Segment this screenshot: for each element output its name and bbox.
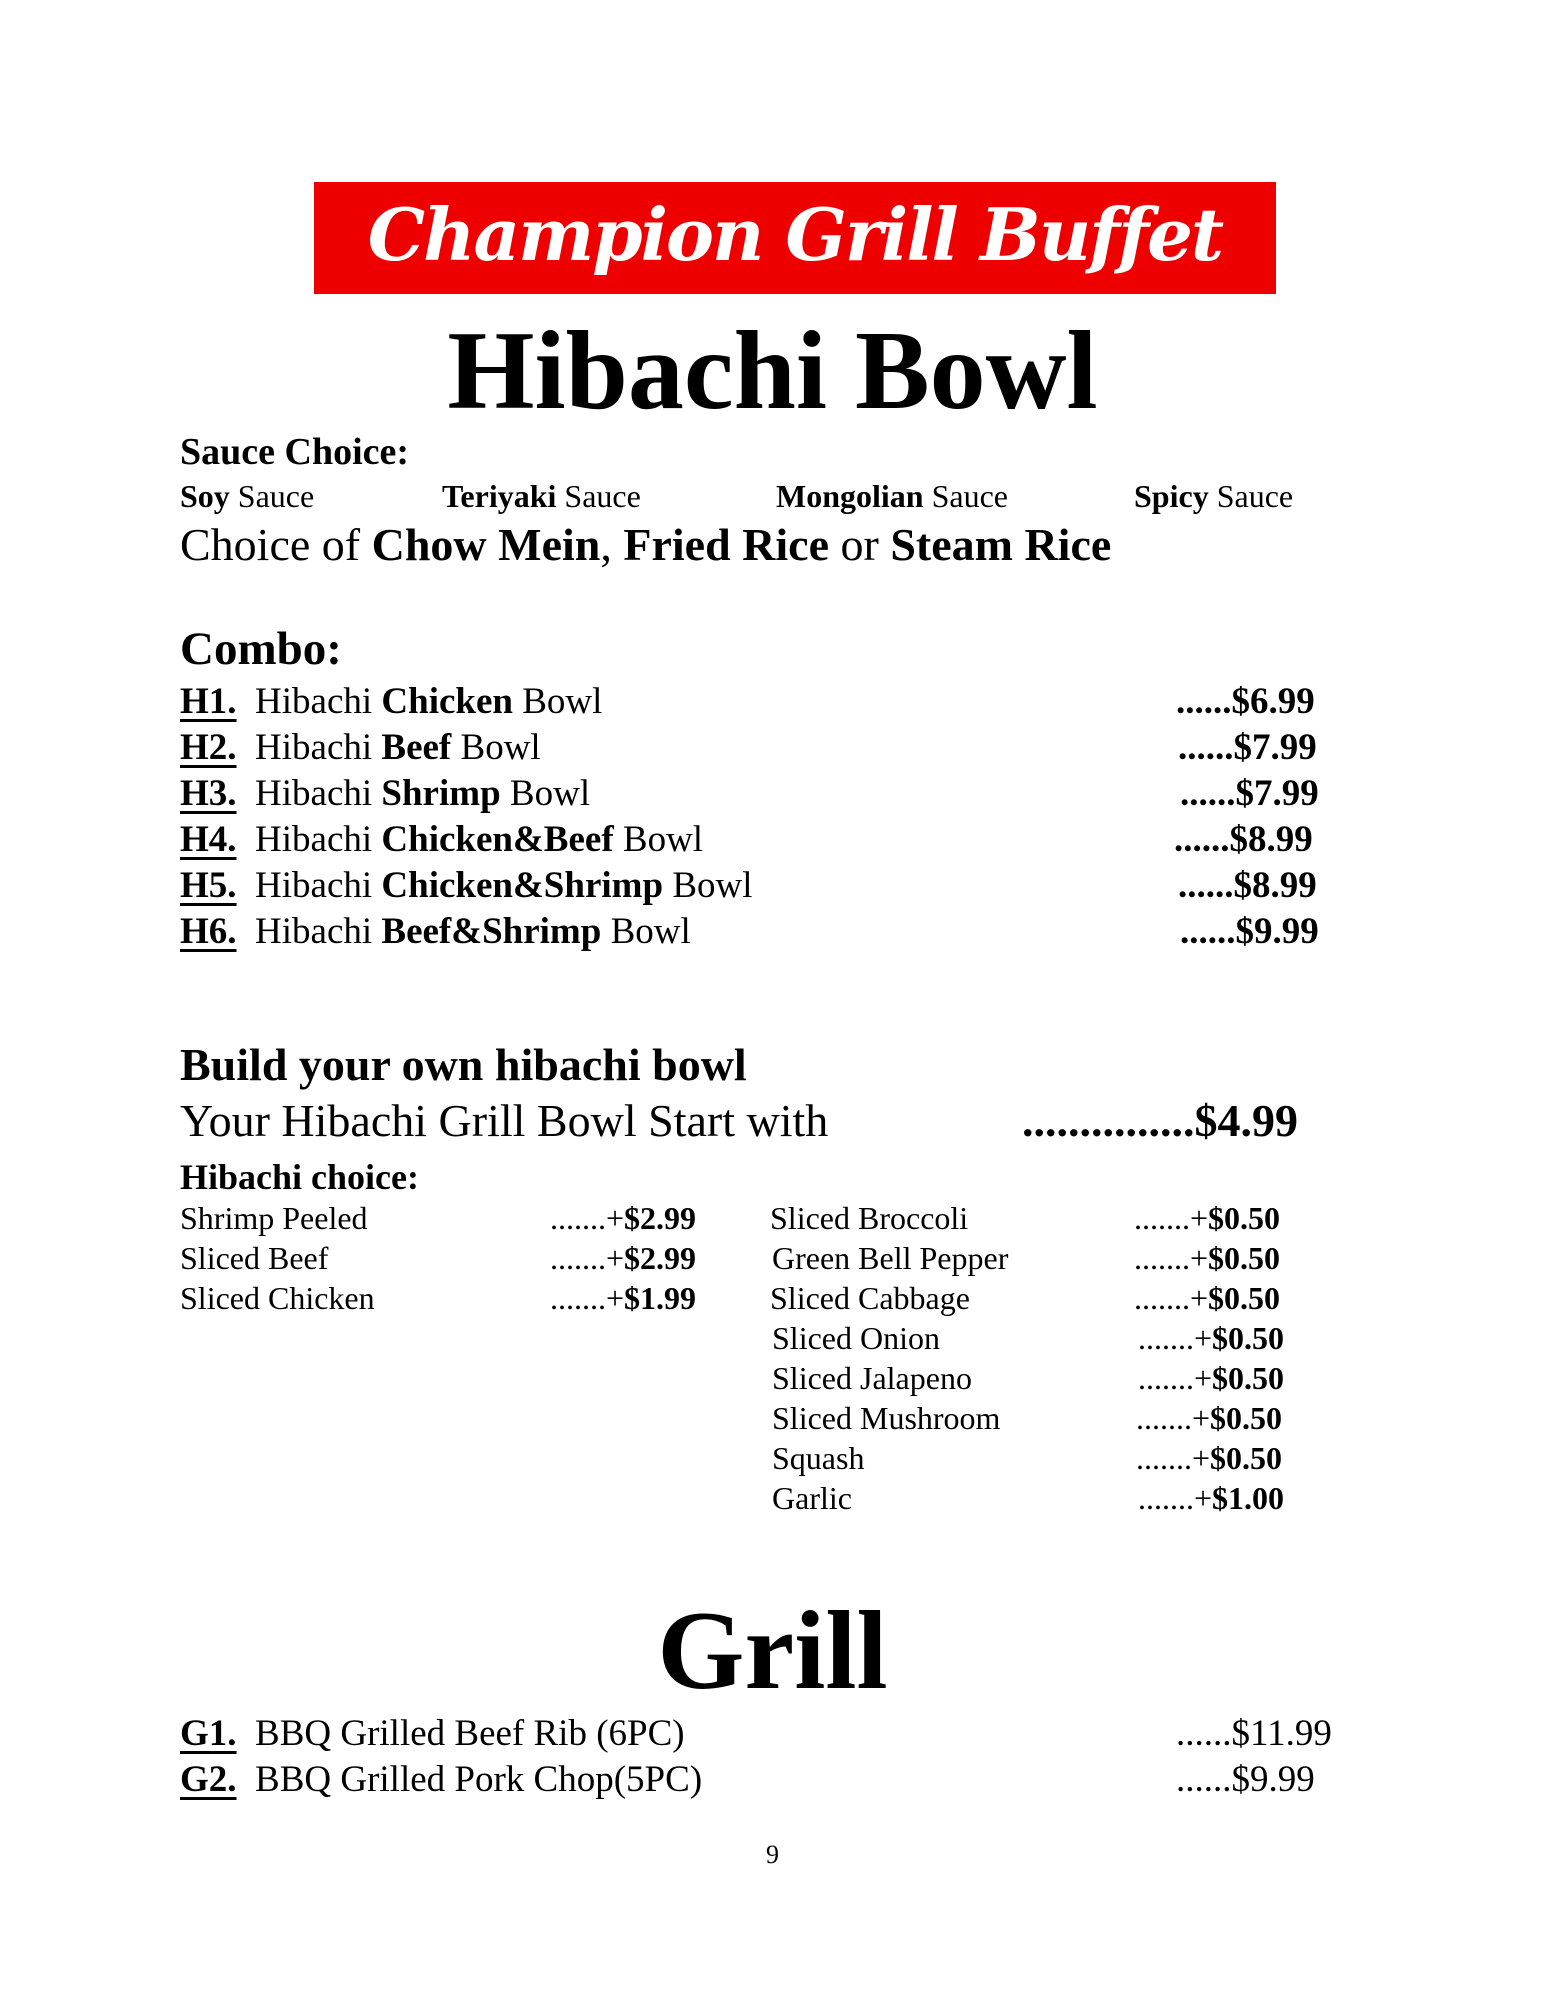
banner	[314, 182, 1276, 294]
restaurant-name: Champion Grill Buffet	[367, 192, 1223, 277]
grill-price-g2: ......$9.99	[1176, 1759, 1315, 1800]
veggie-name: Garlic	[772, 1480, 852, 1516]
veggie-price: .......+$0.50	[1136, 1440, 1283, 1476]
sauce-option-soy: Soy Sauce	[180, 478, 315, 514]
grill-title: Grill	[657, 1589, 888, 1713]
veggie-name: Sliced Jalapeno	[772, 1360, 972, 1396]
sauce-option-teriyaki: Teriyaki Sauce	[442, 478, 641, 514]
grill-price-g1: ......$11.99	[1176, 1713, 1332, 1754]
combo-item-h3: H3. Hibachi Shrimp Bowl	[180, 773, 591, 814]
veggie-price: .......+$0.50	[1134, 1240, 1281, 1276]
protein-price: .......+$1.99	[550, 1280, 697, 1316]
protein-name: Shrimp Peeled	[180, 1200, 368, 1236]
veggie-name: Green Bell Pepper	[772, 1240, 1009, 1276]
veggie-price: .......+$0.50	[1138, 1360, 1285, 1396]
combo-heading: Combo:	[180, 623, 342, 675]
combo-item-h4: H4. Hibachi Chicken&Beef Bowl	[180, 819, 704, 860]
sauce-option-mongolian: Mongolian Sauce	[776, 478, 1008, 514]
combo-price-h2: ......$7.99	[1178, 727, 1317, 768]
veggie-name: Sliced Broccoli	[770, 1200, 969, 1236]
veggie-price: .......+$0.50	[1136, 1400, 1283, 1436]
combo-price-h6: ......$9.99	[1180, 911, 1319, 952]
build-heading: Build your own hibachi bowl	[180, 1039, 747, 1090]
grill-item-g1: G1. BBQ Grilled Beef Rib (6PC)	[180, 1713, 685, 1754]
veggie-name: Squash	[772, 1440, 865, 1476]
combo-price-h4: ......$8.99	[1174, 819, 1313, 860]
veggie-price: .......+$0.50	[1134, 1280, 1281, 1316]
page-title: Hibachi Bowl	[447, 309, 1098, 433]
protein-name: Sliced Chicken	[180, 1280, 375, 1316]
protein-name: Sliced Beef	[180, 1240, 329, 1276]
build-start-price: ...............$4.99	[1022, 1095, 1298, 1146]
build-start-text: Your Hibachi Grill Bowl Start with	[180, 1095, 829, 1146]
combo-item-h6: H6. Hibachi Beef&Shrimp Bowl	[180, 911, 691, 952]
protein-price: .......+$2.99	[550, 1200, 697, 1236]
sauce-heading: Sauce Choice:	[180, 431, 410, 473]
combo-item-h1: H1. Hibachi Chicken Bowl	[180, 681, 603, 722]
veggie-price: .......+$0.50	[1134, 1200, 1281, 1236]
combo-item-h2: H2. Hibachi Beef Bowl	[180, 727, 541, 768]
protein-price: .......+$2.99	[550, 1240, 697, 1276]
grill-item-g2: G2. BBQ Grilled Pork Chop(5PC)	[180, 1759, 703, 1800]
combo-price-h3: ......$7.99	[1180, 773, 1319, 814]
combo-price-h1: ......$6.99	[1176, 681, 1315, 722]
veggie-price: .......+$1.00	[1138, 1480, 1285, 1516]
veggie-name: Sliced Cabbage	[770, 1280, 970, 1316]
base-choice-line: Choice of Chow Mein, Fried Rice or Steam Rice	[180, 519, 1112, 570]
page-number: 9	[766, 1840, 779, 1869]
combo-item-h5: H5. Hibachi Chicken&Shrimp Bowl	[180, 865, 753, 906]
hibachi-choice-heading: Hibachi choice:	[180, 1157, 419, 1197]
combo-price-h5: ......$8.99	[1178, 865, 1317, 906]
sauce-option-spicy: Spicy Sauce	[1134, 478, 1294, 514]
veggie-name: Sliced Mushroom	[772, 1400, 1001, 1436]
veggie-price: .......+$0.50	[1138, 1320, 1285, 1356]
veggie-name: Sliced Onion	[772, 1320, 940, 1356]
